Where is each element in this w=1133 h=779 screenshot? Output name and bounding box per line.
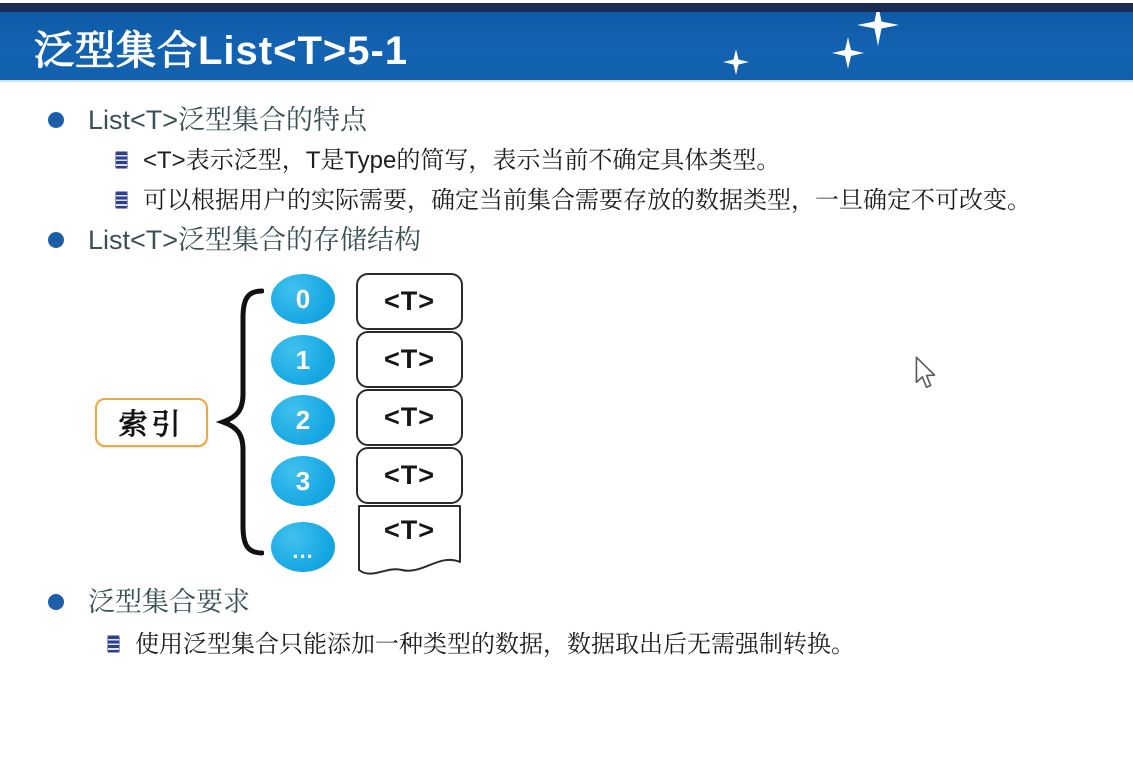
sub-bullet-label: 使用泛型集合只能添加一种类型的数据，数据取出后无需强制转换。 bbox=[135, 631, 855, 658]
bullet-label: List<T>泛型集合的特点 bbox=[88, 105, 368, 135]
bullet-item-features bbox=[48, 104, 367, 136]
bullet-item-storage-structure bbox=[48, 224, 421, 256]
index-label: 索引 bbox=[118, 409, 185, 441]
storage-structure-diagram bbox=[95, 273, 485, 585]
sub-bullet-generic-meaning bbox=[115, 147, 780, 175]
index-value: 3 bbox=[295, 465, 311, 496]
mouse-cursor-icon bbox=[913, 356, 937, 390]
page-title: 泛型集合List<T>5-1 bbox=[34, 29, 409, 73]
index-circle-2 bbox=[271, 395, 335, 445]
bullet-dot-icon bbox=[48, 232, 64, 248]
slot-box-document bbox=[356, 505, 463, 579]
slot-box-0 bbox=[356, 273, 463, 330]
bullet-label: 泛型集合要求 bbox=[88, 587, 250, 617]
slot-label: <T> bbox=[383, 286, 436, 316]
index-value: 1 bbox=[295, 344, 311, 375]
slot-box-3 bbox=[356, 447, 463, 504]
index-value: 2 bbox=[295, 404, 311, 435]
index-label-box bbox=[95, 398, 208, 447]
list-marker-icon bbox=[107, 635, 120, 653]
slot-label: <T> bbox=[383, 344, 436, 374]
curly-brace-icon bbox=[216, 287, 264, 557]
sub-bullet-single-type bbox=[107, 631, 855, 659]
index-value: 0 bbox=[295, 283, 311, 314]
bullet-label: List<T>泛型集合的存储结构 bbox=[88, 225, 422, 255]
index-circle-1 bbox=[271, 335, 335, 385]
index-circle-3 bbox=[271, 456, 335, 506]
index-circle-0 bbox=[271, 274, 335, 324]
header-top-stripe bbox=[0, 3, 1133, 12]
sub-bullet-label: <T>表示泛型，T是Type的简写，表示当前不确定具体类型。 bbox=[143, 147, 781, 174]
index-value: ... bbox=[292, 538, 314, 563]
slot-box-1 bbox=[356, 331, 463, 388]
header-bar bbox=[0, 12, 1133, 82]
slot-label: <T> bbox=[383, 460, 436, 490]
bullet-dot-icon bbox=[48, 594, 64, 610]
sub-bullet-type-fixed bbox=[115, 187, 1031, 215]
sub-bullet-label: 可以根据用户的实际需要，确定当前集合需要存放的数据类型，一旦确定不可改变。 bbox=[143, 187, 1031, 214]
list-marker-icon bbox=[115, 191, 128, 209]
slot-label: <T> bbox=[383, 515, 436, 545]
bullet-dot-icon bbox=[48, 112, 64, 128]
slot-box-2 bbox=[356, 389, 463, 446]
list-marker-icon bbox=[115, 151, 128, 169]
index-circle-ellipsis bbox=[271, 522, 335, 572]
bullet-item-requirements bbox=[48, 586, 250, 618]
slot-label: <T> bbox=[383, 402, 436, 432]
